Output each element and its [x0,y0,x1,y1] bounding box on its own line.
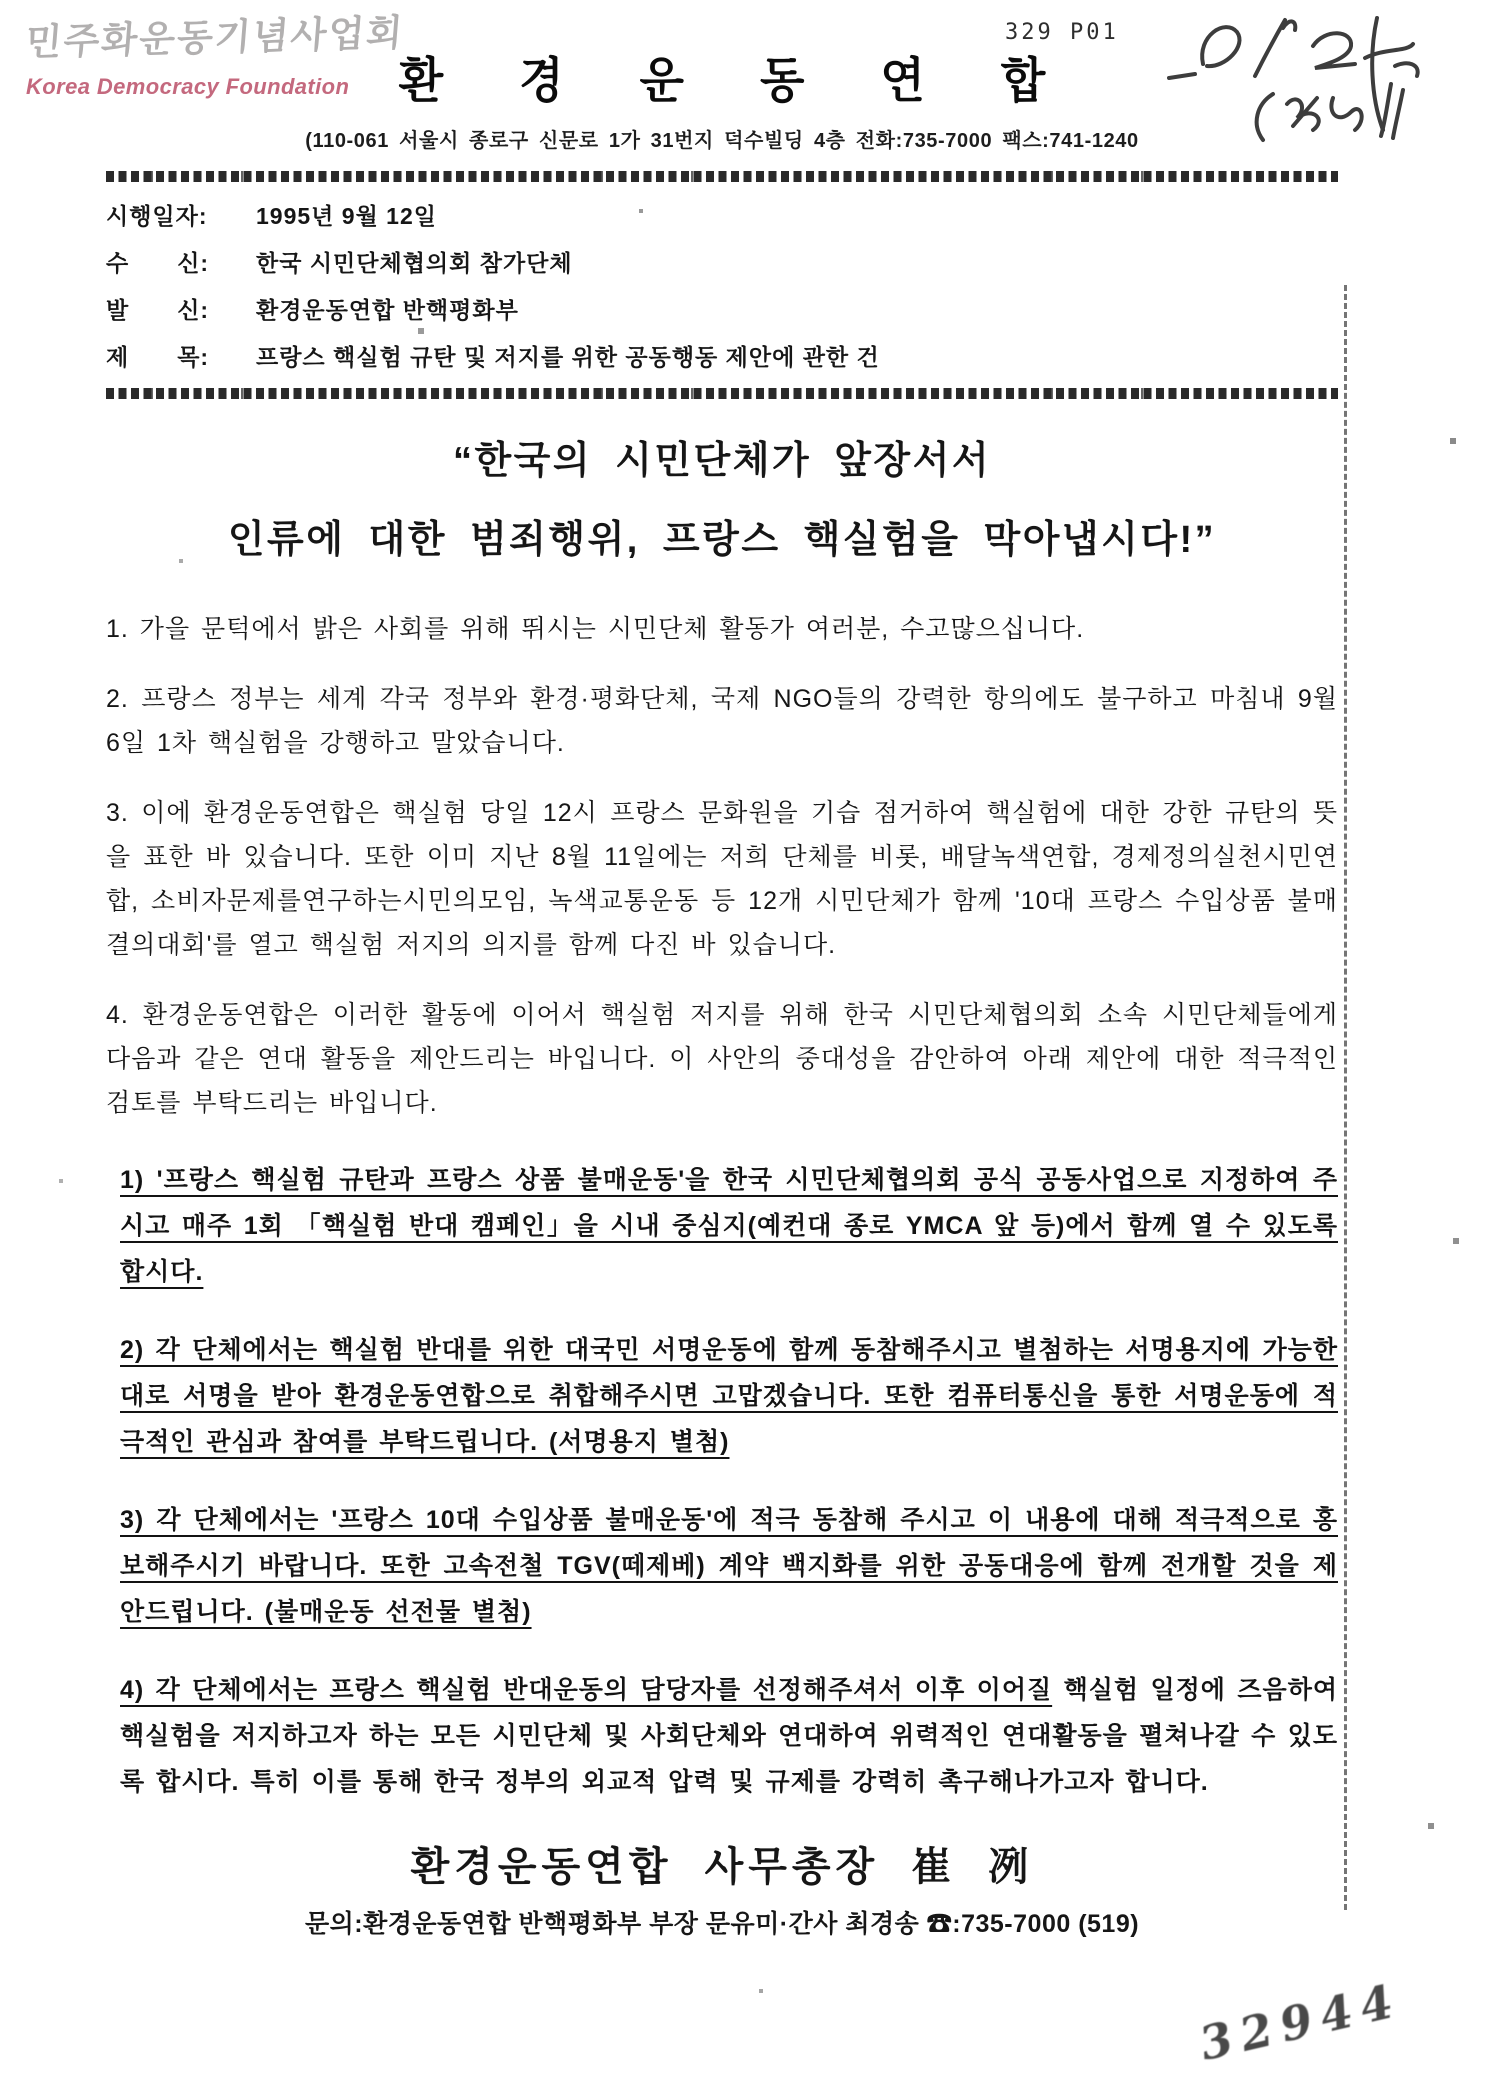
fax-page-header: 329 P01 [1005,20,1119,45]
meta-row-from [106,294,1338,327]
meta-value: 한국 시민단체협의회 참가단체 [256,250,573,276]
meta-label: 시행일자: [106,203,208,229]
handwritten-archive-number: 32944 [1199,1971,1402,2073]
meta-row-subject [106,341,1338,374]
proposal-item-4-rest: 핵실험 일정에 즈음하여 핵실험을 저지하고자 하는 모든 시민단체 및 사회단체와 연대하여 위력적인 연대활동을 펼쳐나갈 수 있도록 합시다. 특히 이를 통해 한국 정부의 외교적 압력 및 규제를 강력히 촉구해나가고자 합니다. [120,1676,1339,1796]
dotted-separator-bottom [106,388,1338,399]
archive-logo-korean: 민주화운동기념사업회 [24,10,406,64]
signature-line: 환경운동연합 사무총장 崔 冽 [410,1845,1034,1889]
proposal-item-2 [106,1327,1338,1465]
paragraph-2: 2. 프랑스 정부는 세계 각국 정부와 환경·평화단체, 국제 NGO들의 강력한 항의에도 불구하고 마침내 9월 6일 1차 핵실험을 강행하고 말았습니다. [106,685,1338,757]
meta-label: 제 목: [106,344,210,370]
org-address: (110-061 서울시 종로구 신문로 1가 31번지 덕수빌딩 4층 전화:735-7000 팩스:741-1240 [305,130,1139,152]
paragraph-1: 1. 가을 문턱에서 밝은 사회를 위해 뛰시는 시민단체 활동가 여러분, 수고많으십니다. [106,615,1085,643]
meta-row-date [106,200,1338,233]
meta-row-to [106,247,1338,280]
paragraph-4: 4. 환경운동연합은 이러한 활동에 이어서 핵실험 저지를 위해 한국 시민단체협의회 소속 시민단체들에게 다음과 같은 연대 활동을 제안드리는 바입니다. 이 사안의 중대성을 감안하여 아래 제안에 대한 적극적인 검토를 부탁드리는 바입니다. [106,1001,1338,1117]
proposal-item-3 [106,1497,1338,1635]
scan-fold-line [1344,285,1347,1910]
headline-line1: “한국의 시민단체가 앞장서서 [452,440,992,482]
headline-line2: 인류에 대한 범죄행위, 프랑스 핵실험을 막아냅시다!” [227,519,1217,561]
scan-noise [0,0,2,2]
dotted-separator-top [106,171,1338,182]
proposal-item-4 [106,1667,1338,1805]
contact-line: 문의:환경운동연합 반핵평화부 부장 문유미·간사 최경송 ☎:735-7000 (519) [304,1910,1140,1938]
meta-value: 환경운동연합 반핵평화부 [256,297,519,323]
proposal-item-4-lead: 4) 각 단체에서는 프랑스 핵실험 반대운동의 담당자를 선정해주셔서 이후 이어질 [120,1676,1053,1704]
meta-label: 발 신: [106,297,210,323]
proposal-item-2-text: 2) 각 단체에서는 핵실험 반대를 위한 대국민 서명운동에 함께 동참해주시고 별첨하는 서명용지에 가능한대로 서명을 받아 환경운동연합으로 취합해주시면 고맙겠습니다. 또한 컴퓨터통신을 통한 서명운동에 적극적인 관심과 참여를 부탁드립니다. (서명용지 별첨) [120,1336,1338,1456]
proposal-item-1 [106,1157,1338,1295]
meta-value: 프랑스 핵실험 규탄 및 저지를 위한 공동행동 제안에 관한 건 [256,344,880,370]
proposal-item-1-text: 1) '프랑스 핵실험 규탄과 프랑스 상품 불매운동'을 한국 시민단체협의회 공식 공동사업으로 지정하여 주시고 매주 1회 「핵실험 반대 캠페인」을 시내 중심지(예컨대 종로 YMCA 앞 등)에서 함께 열 수 있도록 합시다. [120,1166,1338,1286]
document-body [106,0,1338,1940]
org-title-text: 환경운동연합 [398,52,1122,108]
proposal-item-3-text: 3) 각 단체에서는 '프랑스 10대 수입상품 불매운동'에 적극 동참해 주시고 이 내용에 대해 적극적으로 홍보해주시기 바랍니다. 또한 고속전철 TGV(떼제베) 계약 백지화를 위한 공동대응에 함께 전개할 것을 제안드립니다. (불매운동 선전물 별첨) [120,1506,1338,1626]
paragraph-3: 3. 이에 환경운동연합은 핵실험 당일 12시 프랑스 문화원을 기습 점거하여 핵실험에 대한 강한 규탄의 뜻을 표한 바 있습니다. 또한 이미 지난 8월 11일에는 저희 단체를 비롯, 배달녹색연합, 경제정의실천시민연합, 소비자문제를연구하는시민의모임, 녹색교통운동 등 12개 시민단체가 함께 '10대 프랑스 수입상품 불매 결의대회'를 열고 핵실험 저지의 의지를 함께 다진 바 있습니다. [106,799,1338,959]
meta-label: 수 신: [106,250,210,276]
meta-block [106,200,1338,374]
org-title [106,44,1338,110]
meta-value: 1995년 9월 12일 [256,203,437,229]
archive-logo-english: Korea Democracy Foundation [26,74,350,99]
headline [106,429,1338,563]
